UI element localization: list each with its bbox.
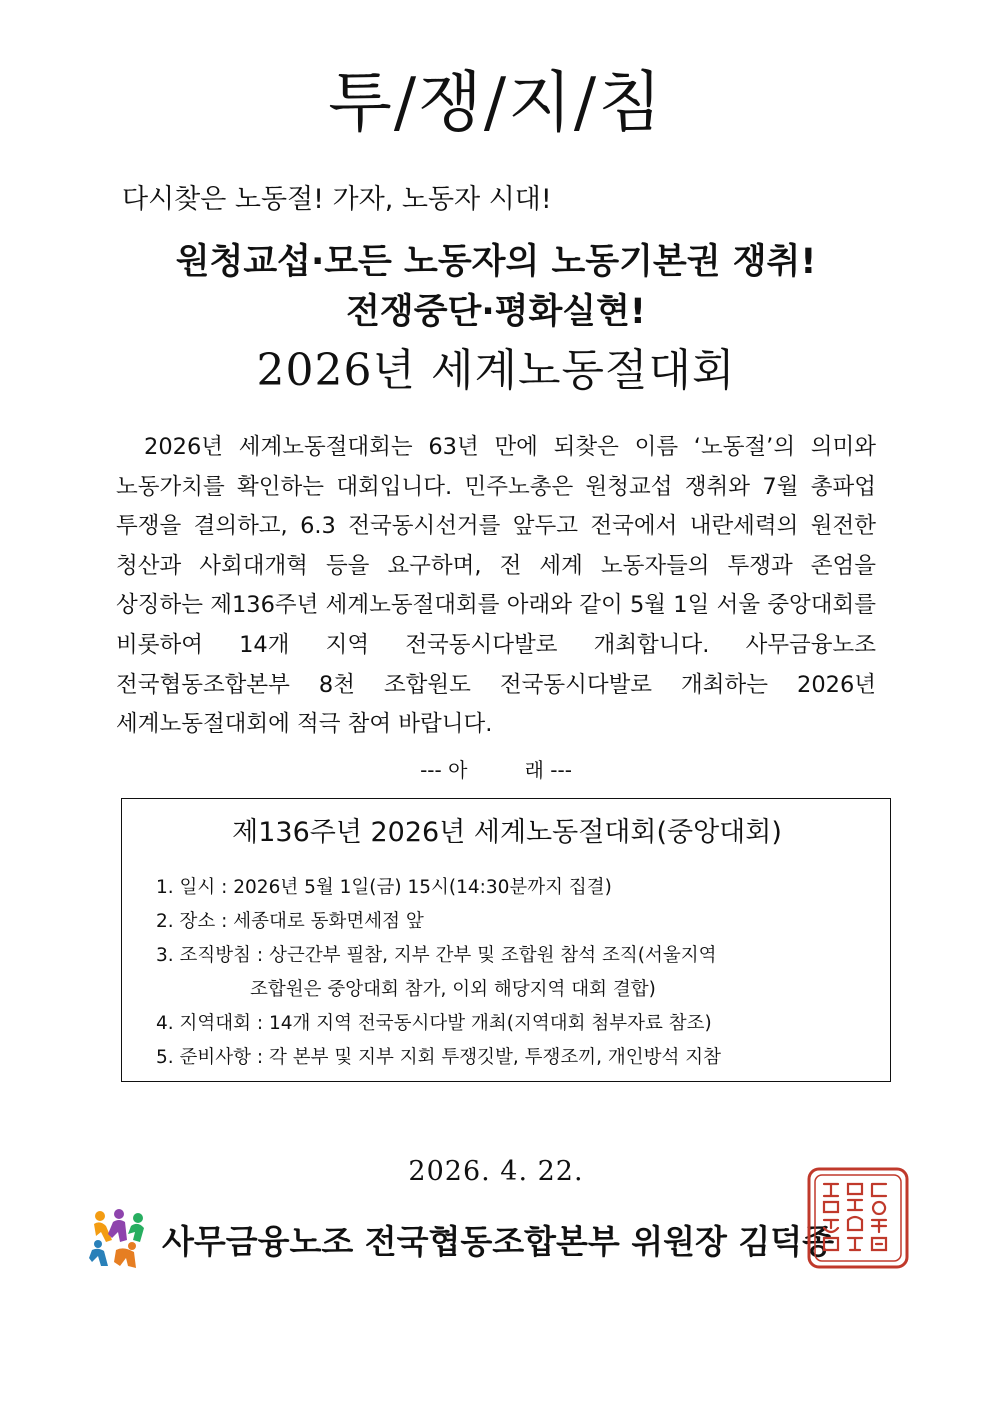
notice-item-policy-continued: 조합원은 중앙대회 참가, 이외 해당지역 대회 결합)	[250, 979, 656, 1000]
union-logo-icon	[86, 1206, 152, 1272]
notice-item-datetime: 1. 일시 : 2026년 5월 1일(금) 15시(14:30분까지 집결)	[156, 877, 612, 898]
slogan-line-3: 전쟁중단·평화실현!	[346, 292, 646, 332]
notice-item-regional: 4. 지역대회 : 14개 지역 전국동시다발 개최(지역대회 첨부자료 참조)	[156, 1013, 712, 1034]
notice-item-policy: 3. 조직방침 : 상근간부 필참, 지부 간부 및 조합원 참석 조직(서울지역	[156, 945, 717, 966]
body-paragraph: 2026년 세계노동절대회는 63년 만에 되찾은 이름 ‘노동절’의 의미와 노동가치를 확인하는 대회입니다. 민주노총은 원청교섭 쟁취와 7월 총파업 투쟁을 결의하고, 6.3 전국동시선거를 앞두고 전국에서 내란세력의 원전한 청산과 사회대개혁 등을 요구하며, 전 세계 노동자들의 투쟁과 존엄을 상징하는 제136주년 세계노동절대회를 아래와 같이 5월 1일 서울 중앙대회를 비롯하여 14개 지역 전국동시다발로 개최합니다. 사무금융노조 전국협동조합본부 8천 조합원도 전국동시다발로 개최하는 2026년 세계노동절대회에 적극 참여 바랍니다.	[116, 434, 876, 738]
notice-item-preparation: 5. 준비사항 : 각 본부 및 지부 지회 투쟁깃발, 투쟁조끼, 개인방석 지참	[156, 1047, 721, 1068]
document-title: 투/쟁/지/침	[328, 64, 664, 141]
slogan-line-2: 원청교섭·모든 노동자의 노동기본권 쟁취!	[175, 242, 817, 282]
document-date: 2026. 4. 22.	[408, 1156, 584, 1187]
below-label: --- 아 래 ---	[420, 758, 572, 782]
notice-list	[156, 871, 876, 1075]
slogan-line-1: 다시찾은 노동절! 가자, 노동자 시대!	[122, 184, 552, 215]
notice-box	[121, 798, 891, 1082]
official-seal-icon	[806, 1166, 910, 1270]
signature-line: 사무금융노조 전국협동조합본부 위원장 김덕종	[162, 1222, 835, 1261]
notice-item-place: 2. 장소 : 세종대로 동화면세점 앞	[156, 911, 424, 932]
notice-title: 제136주년 2026년 세계노동절대회(중앙대회)	[232, 817, 782, 848]
event-title: 2026년 세계노동절대회	[256, 345, 736, 396]
